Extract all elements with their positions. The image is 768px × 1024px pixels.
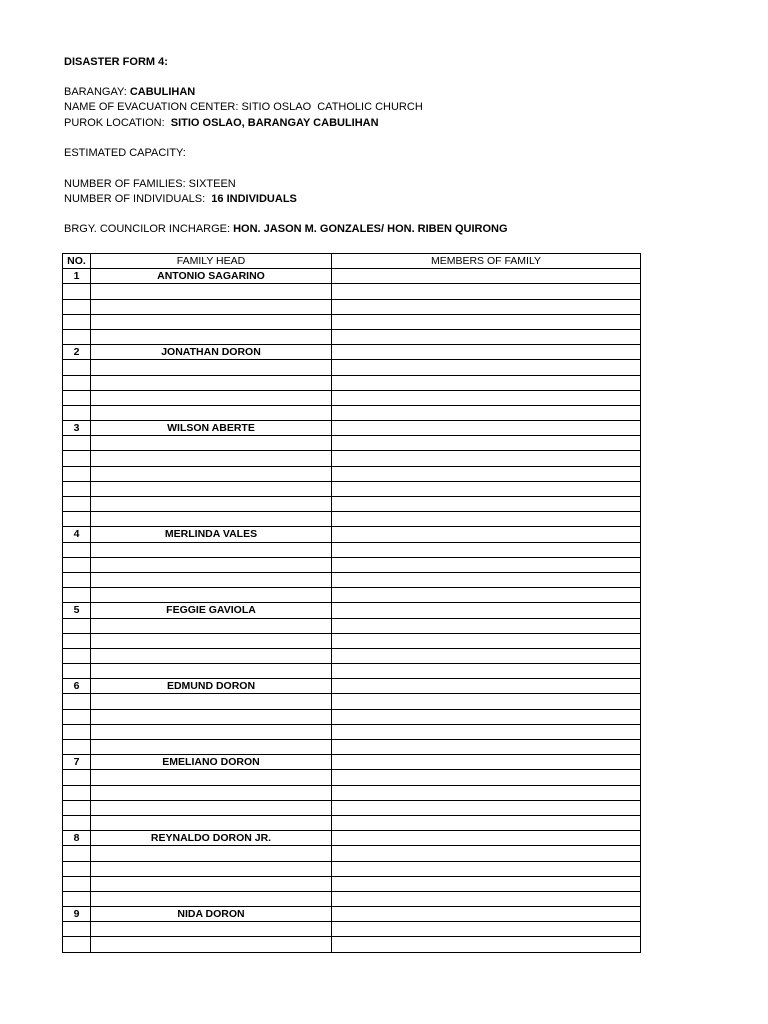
cell-family-head (91, 876, 332, 891)
cell-members (332, 618, 641, 633)
blank-row (63, 360, 641, 375)
family-row (63, 679, 641, 694)
cell-family-head (91, 284, 332, 299)
purok-line (64, 117, 379, 130)
cell-members (332, 694, 641, 709)
cell-members (332, 497, 641, 512)
cell-family-head: EDMUND DORON (91, 679, 332, 694)
cell-no (63, 648, 91, 663)
form-title: DISASTER FORM 4: (64, 56, 168, 68)
cell-members (332, 648, 641, 663)
blank-row (63, 740, 641, 755)
cell-no: 7 (63, 755, 91, 770)
blank-row (63, 770, 641, 785)
blank-row (63, 861, 641, 876)
blank-row (63, 618, 641, 633)
cell-members (332, 542, 641, 557)
blank-row (63, 709, 641, 724)
cell-family-head: REYNALDO DORON JR. (91, 831, 332, 846)
cell-members (332, 269, 641, 284)
blank-row (63, 664, 641, 679)
cell-members (332, 436, 641, 451)
cell-no (63, 329, 91, 344)
cell-members (332, 329, 641, 344)
cell-no (63, 314, 91, 329)
blank-row (63, 481, 641, 496)
cell-members (332, 451, 641, 466)
cell-no (63, 572, 91, 587)
cell-no (63, 922, 91, 937)
individuals-line (64, 193, 297, 206)
cell-members (332, 345, 641, 360)
cell-members (332, 770, 641, 785)
family-row (63, 345, 641, 360)
blank-row (63, 846, 641, 861)
cell-no: 9 (63, 907, 91, 922)
cell-members (332, 937, 641, 952)
purok-label: PUROK LOCATION: (64, 117, 171, 129)
cell-members (332, 815, 641, 830)
blank-row (63, 466, 641, 481)
cell-family-head (91, 588, 332, 603)
councilor-label: BRGY. COUNCILOR INCHARGE: (64, 223, 234, 235)
councilor-line (64, 223, 508, 236)
cell-members (332, 588, 641, 603)
cell-no: 8 (63, 831, 91, 846)
cell-family-head (91, 390, 332, 405)
blank-row (63, 314, 641, 329)
cell-no (63, 709, 91, 724)
cell-no (63, 937, 91, 952)
cell-family-head: ANTONIO SAGARINO (91, 269, 332, 284)
table-header-row (63, 254, 641, 269)
blank-row (63, 800, 641, 815)
blank-row (63, 694, 641, 709)
cell-no (63, 815, 91, 830)
cell-family-head (91, 542, 332, 557)
cell-members (332, 421, 641, 436)
cell-members (332, 466, 641, 481)
cell-no (63, 846, 91, 861)
header-family-head: FAMILY HEAD (91, 254, 332, 269)
cell-no (63, 451, 91, 466)
blank-row (63, 512, 641, 527)
cell-family-head (91, 572, 332, 587)
cell-no (63, 390, 91, 405)
purok-value: SITIO OSLAO, BARANGAY CABULIHAN (170, 117, 379, 129)
blank-row (63, 724, 641, 739)
cell-no (63, 588, 91, 603)
blank-row (63, 542, 641, 557)
cell-family-head (91, 299, 332, 314)
cell-members (332, 284, 641, 299)
cell-members (332, 740, 641, 755)
barangay-label: BARANGAY: (64, 86, 130, 98)
cell-no (63, 284, 91, 299)
cell-family-head (91, 618, 332, 633)
blank-row (63, 922, 641, 937)
cell-no (63, 694, 91, 709)
cell-no: 6 (63, 679, 91, 694)
cell-no (63, 785, 91, 800)
cell-members (332, 299, 641, 314)
blank-row (63, 451, 641, 466)
cell-members (332, 557, 641, 572)
cell-members (332, 572, 641, 587)
cell-no: 5 (63, 603, 91, 618)
cell-members (332, 907, 641, 922)
cell-no (63, 497, 91, 512)
cell-no: 1 (63, 269, 91, 284)
family-register-table (62, 253, 641, 953)
cell-members (332, 922, 641, 937)
cell-members (332, 314, 641, 329)
cell-family-head (91, 481, 332, 496)
blank-row (63, 299, 641, 314)
cell-no (63, 512, 91, 527)
cell-family-head (91, 724, 332, 739)
blank-row (63, 648, 641, 663)
cell-family-head (91, 891, 332, 906)
cell-no (63, 557, 91, 572)
cell-members (332, 481, 641, 496)
cell-family-head (91, 512, 332, 527)
blank-row (63, 633, 641, 648)
cell-no (63, 800, 91, 815)
cell-family-head (91, 770, 332, 785)
table-body (63, 269, 641, 952)
family-row (63, 527, 641, 542)
cell-family-head (91, 360, 332, 375)
cell-family-head (91, 436, 332, 451)
barangay-value: CABULIHAN (129, 86, 196, 98)
blank-row (63, 390, 641, 405)
cell-no (63, 375, 91, 390)
cell-no (63, 876, 91, 891)
cell-members (332, 891, 641, 906)
cell-no (63, 481, 91, 496)
cell-family-head (91, 709, 332, 724)
blank-row (63, 375, 641, 390)
cell-no (63, 405, 91, 420)
cell-no (63, 436, 91, 451)
blank-row (63, 815, 641, 830)
cell-family-head (91, 557, 332, 572)
blank-row (63, 557, 641, 572)
cell-members (332, 709, 641, 724)
cell-family-head: FEGGIE GAVIOLA (91, 603, 332, 618)
cell-family-head: EMELIANO DORON (91, 755, 332, 770)
cell-family-head (91, 466, 332, 481)
cell-family-head: NIDA DORON (91, 907, 332, 922)
blank-row (63, 284, 641, 299)
cell-members (332, 755, 641, 770)
cell-family-head (91, 648, 332, 663)
cell-members (332, 360, 641, 375)
cell-no (63, 861, 91, 876)
cell-no (63, 466, 91, 481)
cell-family-head (91, 405, 332, 420)
cell-no (63, 740, 91, 755)
blank-row (63, 405, 641, 420)
cell-no (63, 542, 91, 557)
family-row (63, 907, 641, 922)
cell-no (63, 891, 91, 906)
cell-no: 3 (63, 421, 91, 436)
cell-no: 4 (63, 527, 91, 542)
cell-members (332, 603, 641, 618)
cell-no (63, 618, 91, 633)
blank-row (63, 891, 641, 906)
cell-members (332, 664, 641, 679)
families-line: NUMBER OF FAMILIES: SIXTEEN (64, 178, 236, 190)
blank-row (63, 785, 641, 800)
cell-family-head (91, 375, 332, 390)
blank-row (63, 937, 641, 952)
cell-family-head (91, 937, 332, 952)
cell-no (63, 299, 91, 314)
cell-family-head (91, 329, 332, 344)
cell-family-head (91, 861, 332, 876)
family-row (63, 755, 641, 770)
cell-members (332, 679, 641, 694)
cell-family-head (91, 846, 332, 861)
blank-row (63, 436, 641, 451)
cell-family-head: MERLINDA VALES (91, 527, 332, 542)
cell-family-head (91, 785, 332, 800)
family-row (63, 421, 641, 436)
family-row (63, 831, 641, 846)
blank-row (63, 329, 641, 344)
cell-family-head (91, 922, 332, 937)
cell-family-head: WILSON ABERTE (91, 421, 332, 436)
cell-no (63, 724, 91, 739)
cell-members (332, 800, 641, 815)
cell-members (332, 405, 641, 420)
cell-members (332, 785, 641, 800)
cell-members (332, 633, 641, 648)
individuals-value: 16 INDIVIDUALS (211, 193, 297, 205)
councilor-value: HON. JASON M. GONZALES/ HON. RIBEN QUIRONG (233, 223, 508, 235)
evacuation-center-line: NAME OF EVACUATION CENTER: SITIO OSLAO CATHOLIC CHURCH (64, 101, 423, 113)
header-no: NO. (63, 254, 91, 269)
cell-members (332, 375, 641, 390)
capacity-line: ESTIMATED CAPACITY: (64, 147, 186, 159)
blank-row (63, 876, 641, 891)
cell-members (332, 846, 641, 861)
blank-row (63, 497, 641, 512)
cell-family-head (91, 815, 332, 830)
cell-members (332, 527, 641, 542)
cell-no (63, 360, 91, 375)
cell-members (332, 831, 641, 846)
cell-family-head (91, 314, 332, 329)
cell-no (63, 633, 91, 648)
cell-family-head (91, 694, 332, 709)
cell-members (332, 861, 641, 876)
blank-row (63, 588, 641, 603)
cell-no (63, 770, 91, 785)
cell-family-head (91, 451, 332, 466)
cell-members (332, 390, 641, 405)
cell-members (332, 876, 641, 891)
cell-family-head (91, 800, 332, 815)
barangay-line (64, 86, 195, 99)
cell-family-head (91, 633, 332, 648)
cell-no: 2 (63, 345, 91, 360)
cell-family-head (91, 664, 332, 679)
cell-family-head: JONATHAN DORON (91, 345, 332, 360)
cell-family-head (91, 740, 332, 755)
family-row (63, 603, 641, 618)
header-members: MEMBERS OF FAMILY (332, 254, 641, 269)
cell-no (63, 664, 91, 679)
cell-family-head (91, 497, 332, 512)
individuals-label: NUMBER OF INDIVIDUALS: (64, 193, 212, 205)
cell-members (332, 724, 641, 739)
blank-row (63, 572, 641, 587)
family-row (63, 269, 641, 284)
cell-members (332, 512, 641, 527)
